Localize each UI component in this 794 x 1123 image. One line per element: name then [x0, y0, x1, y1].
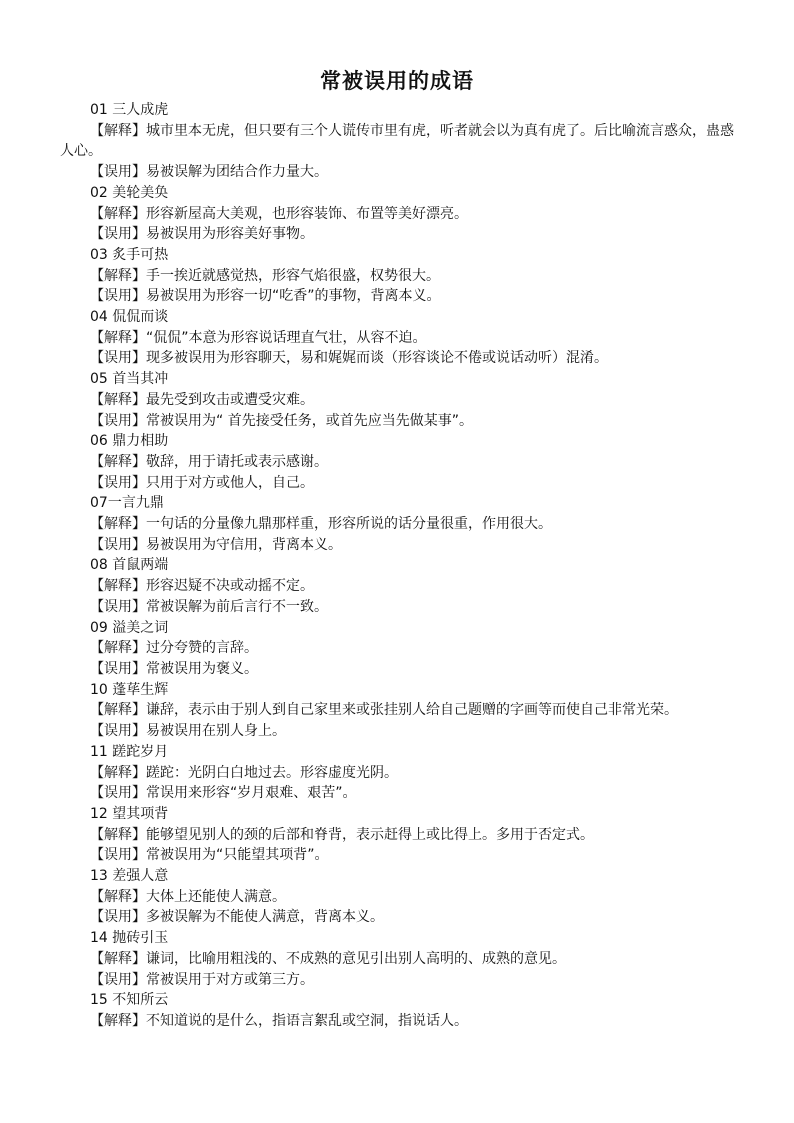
entry-10: [60, 680, 734, 742]
explanation-text: 【解释】“侃侃”本意为形容说话理直气壮，从容不迫。: [90, 329, 427, 346]
misuse-text: 【误用】常被误用为“只能望其项背”。: [90, 847, 329, 864]
idiom-heading: 10 蓬荜生辉: [90, 681, 169, 698]
misuse-text: 【误用】多被误解为不能使人满意，背离本义。: [90, 909, 384, 926]
misuse-text: 【误用】常被误解为前后言行不一致。: [90, 598, 328, 615]
idiom-heading: 06 鼎力相助: [90, 433, 169, 450]
idiom-heading: 12 望其项背: [90, 805, 169, 822]
explanation-text: 【解释】最先受到攻击或遭受灾难。: [90, 391, 314, 408]
explanation-text: 【解释】手一挨近就感觉热，形容气焰很盛，权势很大。: [90, 267, 440, 284]
entry-07: [60, 493, 734, 555]
explanation-text: 【解释】形容新屋高大美观，也形容装饰、布置等美好漂亮。: [90, 205, 468, 222]
entry-13: [60, 866, 734, 928]
misuse-text: 【误用】常被误用为“ 首先接受任务，或首先应当先做某事”。: [90, 412, 473, 429]
explanation-text: 【解释】过分夸赞的言辞。: [90, 640, 258, 657]
idiom-heading: 04 侃侃而谈: [90, 309, 169, 326]
entry-05: [60, 369, 734, 431]
entry-12: [60, 804, 734, 866]
explanation-text: 【解释】大体上还能使人满意。: [90, 888, 286, 905]
entry-03: [60, 245, 734, 307]
explanation-text: 【解释】蹉跎：光阴白白地过去。形容虚度光阴。: [90, 764, 398, 781]
idiom-heading: 11 蹉跎岁月: [90, 743, 169, 760]
misuse-text: 【误用】易被误用为形容美好事物。: [90, 226, 314, 243]
misuse-text: 【误用】现多被误用为形容聊天，易和娓娓而谈（形容谈论不倦或说话动听）混淆。: [90, 350, 608, 367]
explanation-text: 【解释】形容迟疑不决或动摇不定。: [90, 578, 314, 595]
idiom-heading: 08 首鼠两端: [90, 557, 169, 574]
entry-02: [60, 183, 734, 245]
misuse-text: 【误用】常被误用于对方或第三方。: [90, 971, 314, 988]
idiom-heading: 09 溢美之词: [90, 619, 169, 636]
idiom-heading: 01 三人成虎: [90, 102, 169, 118]
entry-01: [60, 100, 734, 183]
entry-14: [60, 928, 734, 990]
explanation-text: 【解释】能够望见别人的颈的后部和脊背，表示赶得上或比得上。多用于否定式。: [90, 826, 594, 843]
entry-11: [60, 742, 734, 804]
misuse-text: 【误用】常被误用为褒义。: [90, 660, 258, 677]
misuse-text: 【误用】只用于对方或他人，自己。: [90, 474, 314, 491]
idiom-heading: 03 炙手可热: [90, 246, 169, 263]
idiom-heading: 05 首当其冲: [90, 371, 169, 388]
misuse-text: 【误用】常误用来形容“岁月艰难、艰苦”。: [90, 785, 357, 802]
misuse-text: 【误用】易被误用为形容一切“吃香”的事物，背离本义。: [90, 288, 441, 305]
misuse-text: 【误用】易被误解为团结合作力量大。: [90, 164, 328, 181]
idiom-heading: 02 美轮美奂: [90, 184, 169, 201]
idiom-heading: 14 抛砖引玉: [90, 930, 169, 947]
explanation-text: 【解释】敬辞，用于请托或表示感谢。: [90, 453, 328, 470]
explanation-text: 【解释】不知道说的是什么，指语言絮乱或空洞，指说话人。: [90, 1012, 468, 1029]
misuse-text: 【误用】易被误用在别人身上。: [90, 723, 286, 740]
page-title: 常被误用的成语: [320, 69, 474, 93]
idiom-heading: 15 不知所云: [90, 992, 169, 1009]
explanation-text: 【解释】谦词，比喻用粗浅的、不成熟的意见引出别人高明的、成熟的意见。: [90, 950, 566, 967]
entry-06: [60, 431, 734, 493]
idiom-heading: 07一言九鼎: [90, 495, 164, 512]
entry-08: [60, 555, 734, 617]
explanation-text: 【解释】城市里本无虎，但只要有三个人谎传市里有虎，听者就会以为真有虎了。后比喻流言惑众，蛊惑人心。: [60, 122, 734, 160]
entry-04: [60, 307, 734, 369]
idiom-heading: 13 差强人意: [90, 868, 169, 885]
entry-09: [60, 618, 734, 680]
misuse-text: 【误用】易被误用为守信用，背离本义。: [90, 536, 342, 553]
entry-15: [60, 990, 734, 1031]
document-page: [60, 64, 734, 1032]
explanation-text: 【解释】一句话的分量像九鼎那样重，形容所说的话分量很重，作用很大。: [90, 516, 552, 533]
explanation-text: 【解释】谦辞，表示由于别人到自己家里来或张挂别人给自己题赠的字画等而使自己非常光荣。: [90, 702, 678, 719]
